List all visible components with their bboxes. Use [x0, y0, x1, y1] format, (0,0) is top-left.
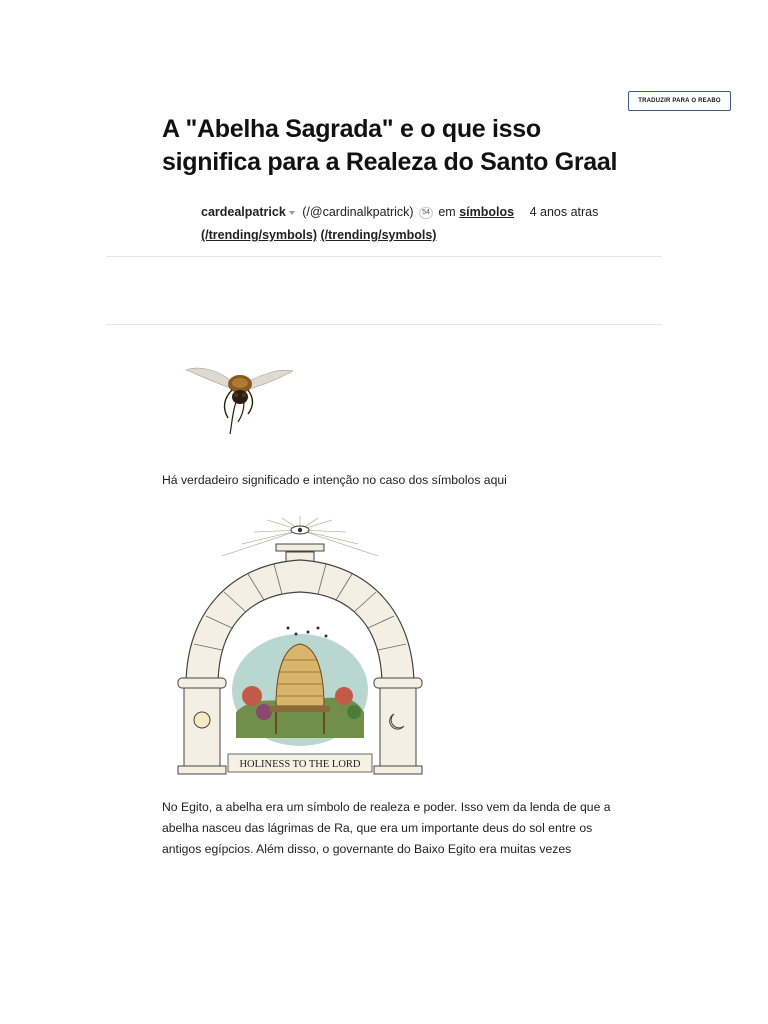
chevron-down-icon[interactable] — [289, 211, 295, 215]
translate-button[interactable]: TRADUZIR PARA O REABO — [628, 91, 731, 111]
trending-link-1[interactable]: (/trending/symbols) — [201, 228, 317, 242]
divider-bottom — [106, 324, 662, 325]
paragraph-2: No Egito, a abelha era um símbolo de realeza e poder. Isso vem da lenda de que a abelha nasceu das lágrimas de Ra, que era um importante deus do sol entre os antigos egípcios. Além disso, o governante do Baixo Egito era muitas vezes — [162, 800, 611, 856]
divider-top — [106, 256, 662, 257]
beehive-arch-image — [172, 516, 428, 778]
trending-link-2[interactable]: (/trending/symbols) — [320, 228, 437, 242]
image-caption: HOLINESS TO THE LORD — [239, 759, 361, 770]
author-name[interactable]: cardealpatrick — [201, 205, 286, 219]
paragraph-1: Há verdadeiro significado e intenção no caso dos símbolos aqui — [162, 473, 507, 487]
reputation-badge: 54 — [419, 207, 433, 219]
author-handle[interactable]: (/@cardinalkpatrick) — [302, 205, 414, 219]
article-title: A "Abelha Sagrada" e o que isso significa para a Realeza do Santo Graal — [162, 115, 618, 176]
post-meta — [201, 201, 598, 247]
category-link[interactable]: símbolos — [459, 205, 515, 219]
post-time: 4 anos atras — [529, 205, 599, 219]
in-label: em — [438, 205, 456, 219]
bee-image — [182, 360, 297, 438]
